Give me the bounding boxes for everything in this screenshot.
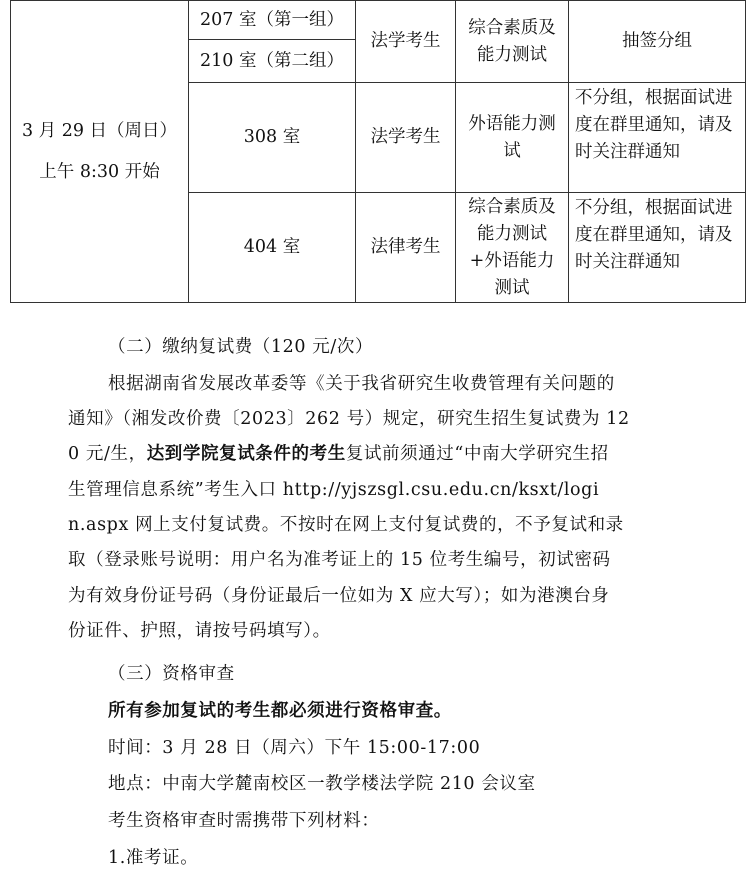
review-heading: （三）资格审查 [108, 664, 235, 684]
room-cell: 308 室 [189, 83, 356, 193]
fee-heading: （二）缴纳复试费（120 元/次） [108, 337, 374, 357]
fee-bold-text: 达到学院复试条件的考生 [146, 444, 346, 464]
review-item-1: 1.准考证。 [108, 848, 199, 868]
group-cell: 抽签分组 [569, 1, 746, 83]
test-cell: 外语能力测试 [456, 83, 569, 193]
room-cell: 210 室（第二组） [189, 40, 356, 83]
fee-line: 为有效身份证号码（身份证最后一位如为 X 应大写）；如为港澳台身 [68, 586, 610, 606]
fee-line-mixed [68, 440, 609, 465]
review-time: 时间：3 月 28 日（周六）下午 15:00-17:00 [108, 738, 481, 758]
group-cell: 不分组，根据面试进度在群里通知，请及时关注群通知 [569, 193, 746, 303]
type-cell: 法学考生 [356, 83, 456, 193]
fee-line: n.aspx 网上支付复试费。不按时在网上支付复试费的，不予复试和录 [68, 515, 624, 535]
schedule-table [10, 0, 746, 303]
test-cell: 综合素质及能力测试 [456, 1, 569, 83]
type-cell: 法律考生 [356, 193, 456, 303]
fee-line: 取（登录账号说明：用户名为准考证上的 15 位考生编号，初试密码 [68, 550, 611, 570]
fee-line: 通知》（湘发改价费〔2023〕262 号）规定，研究生招生复试费为 12 [68, 409, 630, 429]
group-cell: 不分组，根据面试进度在群里通知，请及时关注群通知 [569, 83, 746, 193]
review-bold-line: 所有参加复试的考生都必须进行资格审查。 [108, 701, 452, 721]
room-cell: 207 室（第一组） [189, 1, 356, 40]
type-cell: 法学考生 [356, 1, 456, 83]
date-cell [11, 1, 189, 303]
room-cell: 404 室 [189, 193, 356, 303]
review-place: 地点：中南大学麓南校区一教学楼法学院 210 会议室 [108, 774, 536, 794]
fee-text: 复试前须通过“中南大学研究生招 [345, 444, 609, 464]
fee-line: 根据湖南省发展改革委等《关于我省研究生收费管理有关问题的 [108, 374, 615, 394]
fee-line: 份证件、护照，请按号码填写）。 [68, 621, 331, 641]
date-line-1: 3 月 29 日（周日） [21, 120, 178, 141]
fee-text: 0 元/生， [68, 444, 147, 464]
fee-line: 生管理信息系统”考生入口 http://yjszsgl.csu.edu.cn/ksxt/logi [68, 480, 600, 500]
test-cell: 综合素质及能力测试+外语能力测试 [456, 193, 569, 303]
date-line-2: 上午 8:30 开始 [39, 161, 160, 182]
review-materials: 考生资格审查时需携带下列材料： [108, 811, 380, 831]
